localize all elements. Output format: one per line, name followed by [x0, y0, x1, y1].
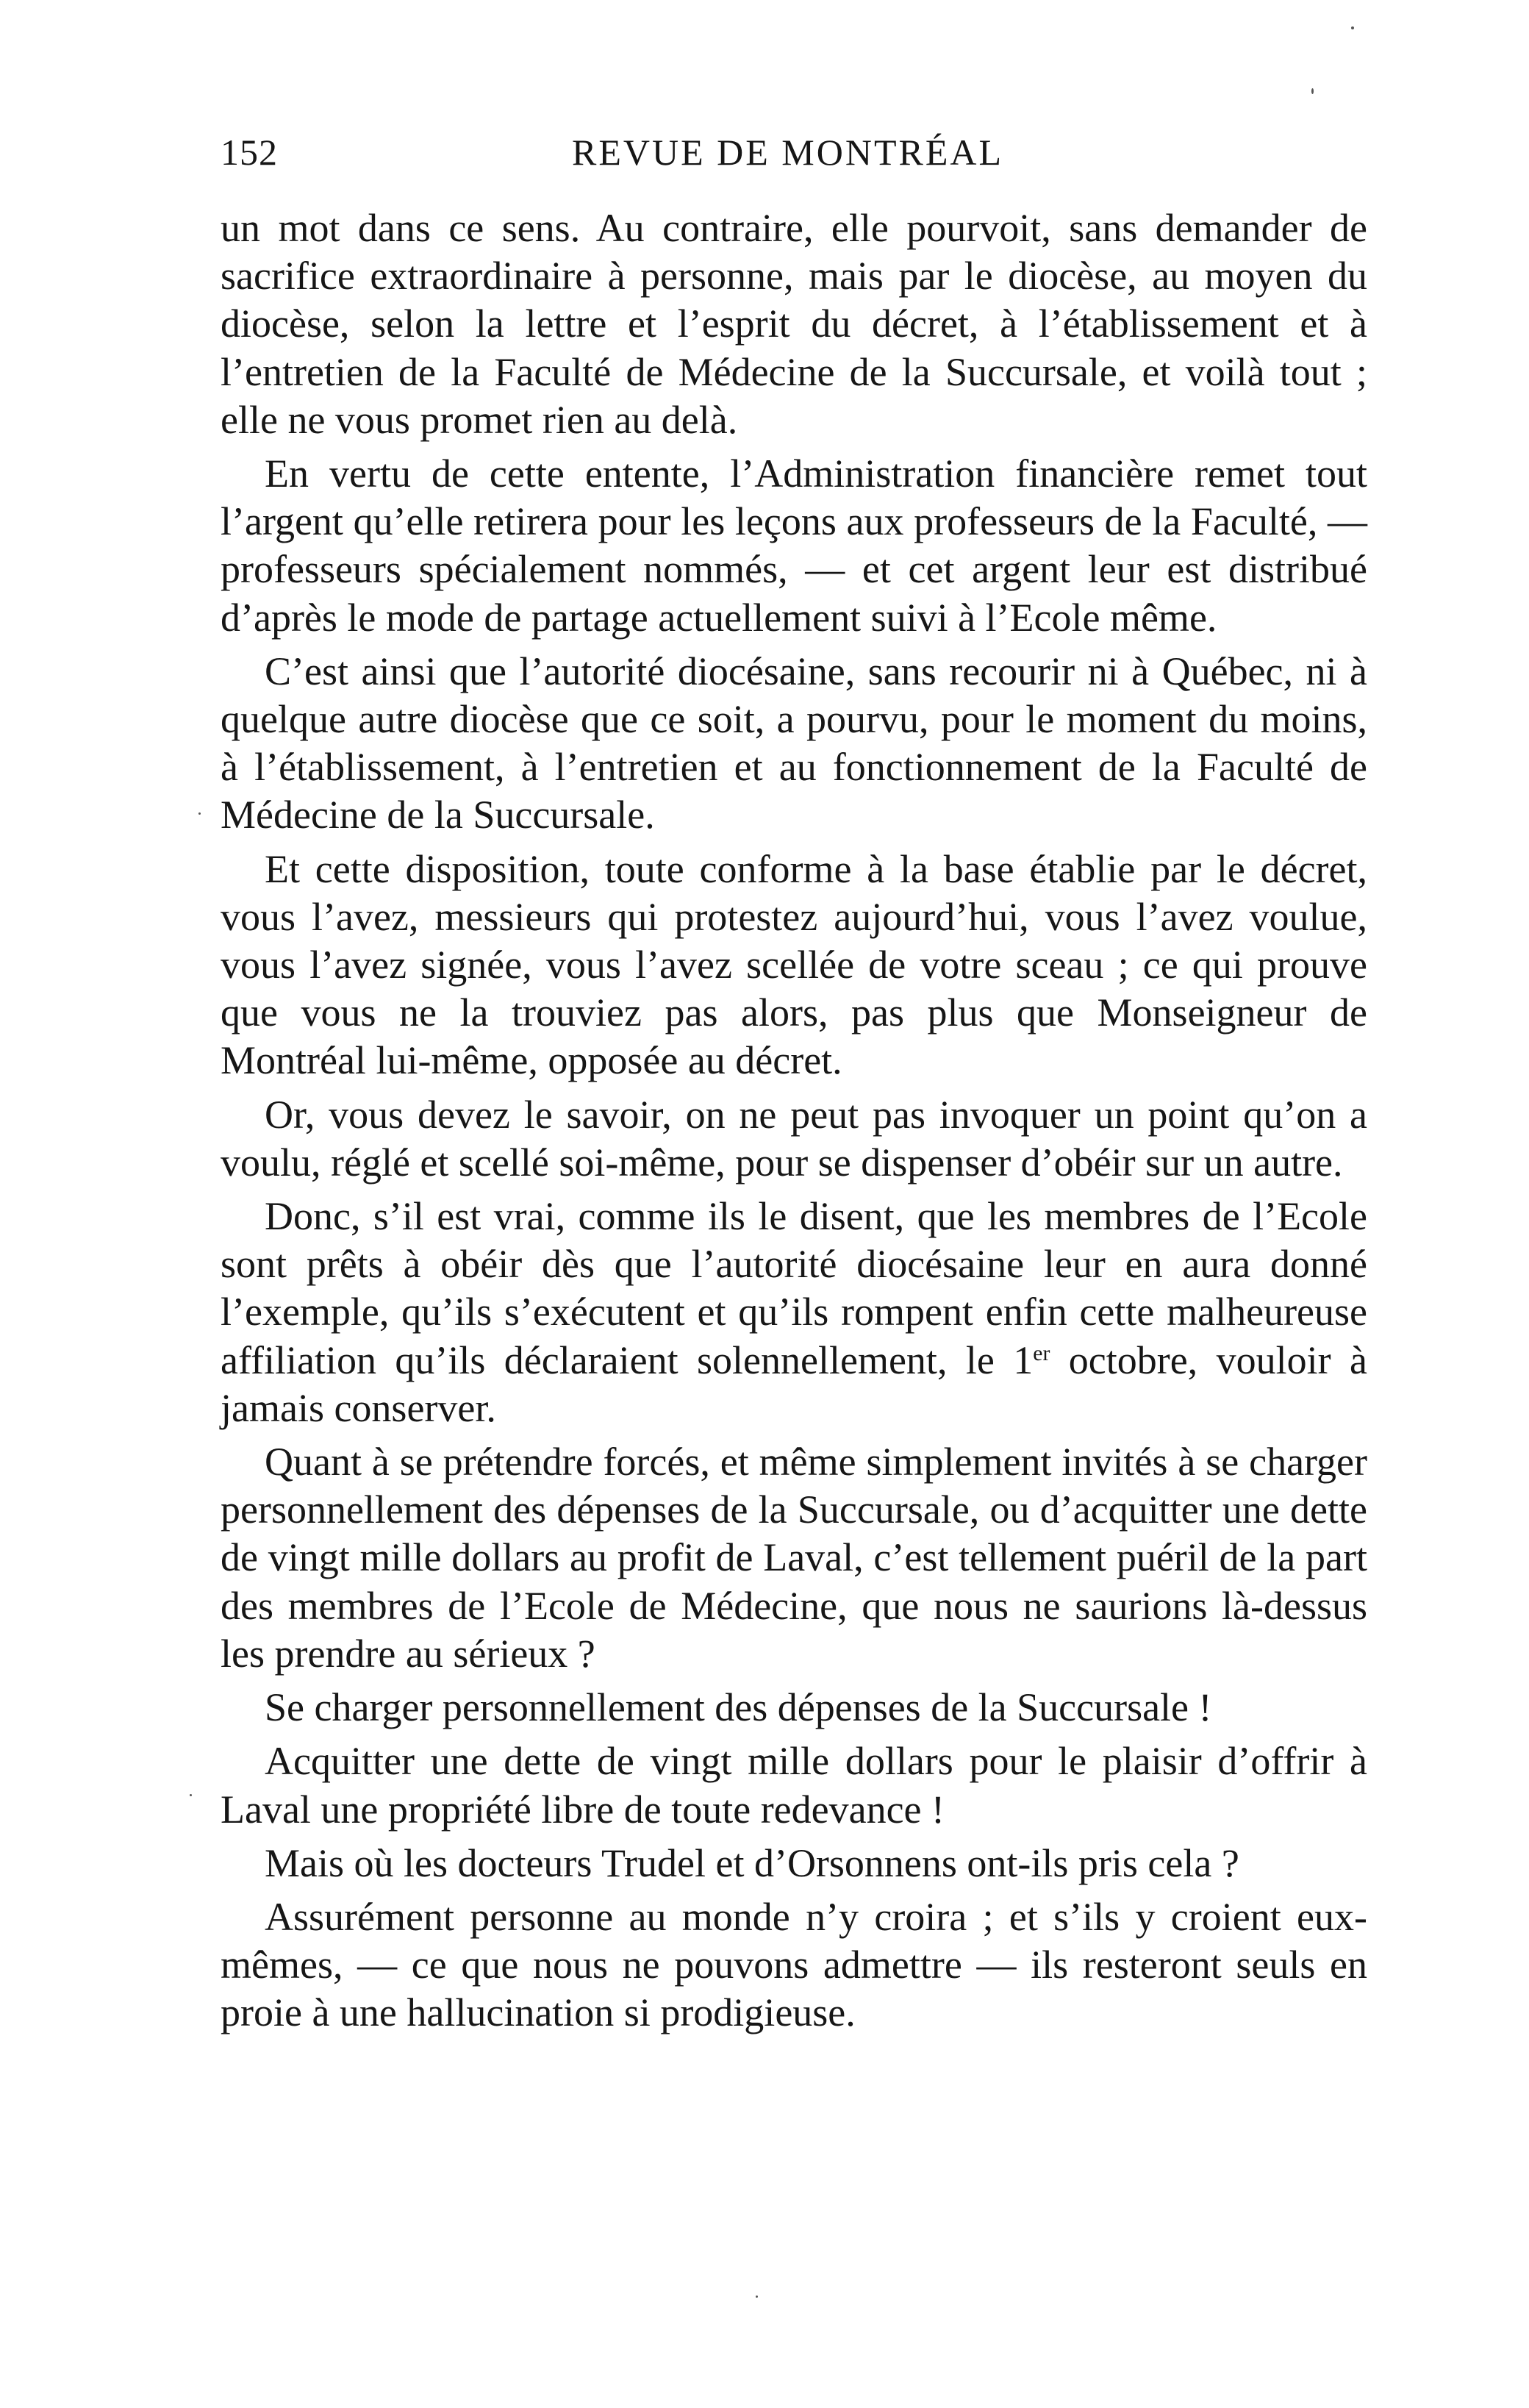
paragraph-text: octobre, vouloir à jamais conserver. [221, 1337, 1367, 1430]
paragraph: C’est ainsi que l’autorité diocésaine, sans recourir ni à Québec, ni à quelque autre diocèse que ce soit, a pourvu, pour le moment du moins, à l’établissement, à l’entretien et au fonctionnement de la Faculté de Médecine de la Succursale. [221, 649, 1367, 837]
paragraph-text: Donc, s’il est vrai, comme ils le disent, que les membres de l’Ecole sont prêts à obéir dès que l’autorité diocésaine leur en aura donné l’exemple, qu’ils s’exécutent et qu’ils rompent enfin cette malheureuse affiliation qu’ils déclaraient solennellement, le 1 [221, 1194, 1367, 1382]
scan-speck [198, 812, 201, 815]
page-number: 152 [221, 132, 278, 173]
running-header [221, 131, 1367, 178]
paragraph: Quant à se prétendre forcés, et même simplement invités à se charger personnellement des dépenses de la Succursale, ou d’acquitter une dette de vingt mille dollars au profit de Laval, c’est tellement puéril de la part des membres de l’Ecole de Médecine, que nous ne saurions là-dessus les prendre au sérieux ? [221, 1440, 1367, 1676]
scan-speck [190, 1794, 192, 1796]
paragraph-continuation: un mot dans ce sens. Au contraire, elle pourvoit, sans demander de sacrifice extraordinaire à personne, mais par le diocèse, au moyen du diocèse, selon la lettre et l’esprit du décret, à l’établissement et à l’entretien de la Faculté de Médecine de la Succursale, et voilà tout ; elle ne vous promet rien au delà. [221, 206, 1367, 442]
paragraph [221, 1193, 1367, 1432]
paragraph: Et cette disposition, toute conforme à la base établie par le décret, vous l’avez, messieurs qui protestez aujourd’hui, vous l’avez voulue, vous l’avez signée, vous l’avez scellée de votre sceau ; ce qui prouve que vous ne la trouviez pas alors, pas plus que Monseigneur de Montréal lui-même, opposée au décret. [221, 846, 1367, 1083]
paragraph: Acquitter une dette de vingt mille dollars pour le plaisir d’offrir à Laval une propriété libre de toute redevance ! [221, 1739, 1367, 1832]
ordinal-superscript: er [1033, 1341, 1050, 1365]
paragraph: Se charger personnellement des dépenses de la Succursale ! [265, 1685, 1212, 1730]
paragraph: Assurément personne au monde n’y croira ; et s’ils y croient eux-mêmes, — ce que nous ne pouvons admettre — ils resteront seuls en proie à une hallucination si prodigieuse. [221, 1894, 1367, 2035]
running-title: REVUE DE MONTRÉAL [572, 132, 1004, 173]
paragraph: Or, vous devez le savoir, on ne peut pas invoquer un point qu’on a voulu, réglé et scellé soi-même, pour se dispenser d’obéir sur un autre. [221, 1092, 1367, 1185]
scan-speck [1351, 26, 1354, 29]
scan-speck [1311, 88, 1314, 94]
paragraph: En vertu de cette entente, l’Administration financière remet tout l’argent qu’elle retirera pour les leçons aux professeurs de la Faculté, — professeurs spécialement nommés, — et cet argent leur est distribué d’après le mode de partage actuellement suivi à l’Ecole même. [221, 451, 1367, 640]
scan-speck [756, 2296, 758, 2298]
body-text [221, 204, 1367, 2037]
paragraph: Mais où les docteurs Trudel et d’Orsonnens ont-ils pris cela ? [265, 1840, 1239, 1885]
